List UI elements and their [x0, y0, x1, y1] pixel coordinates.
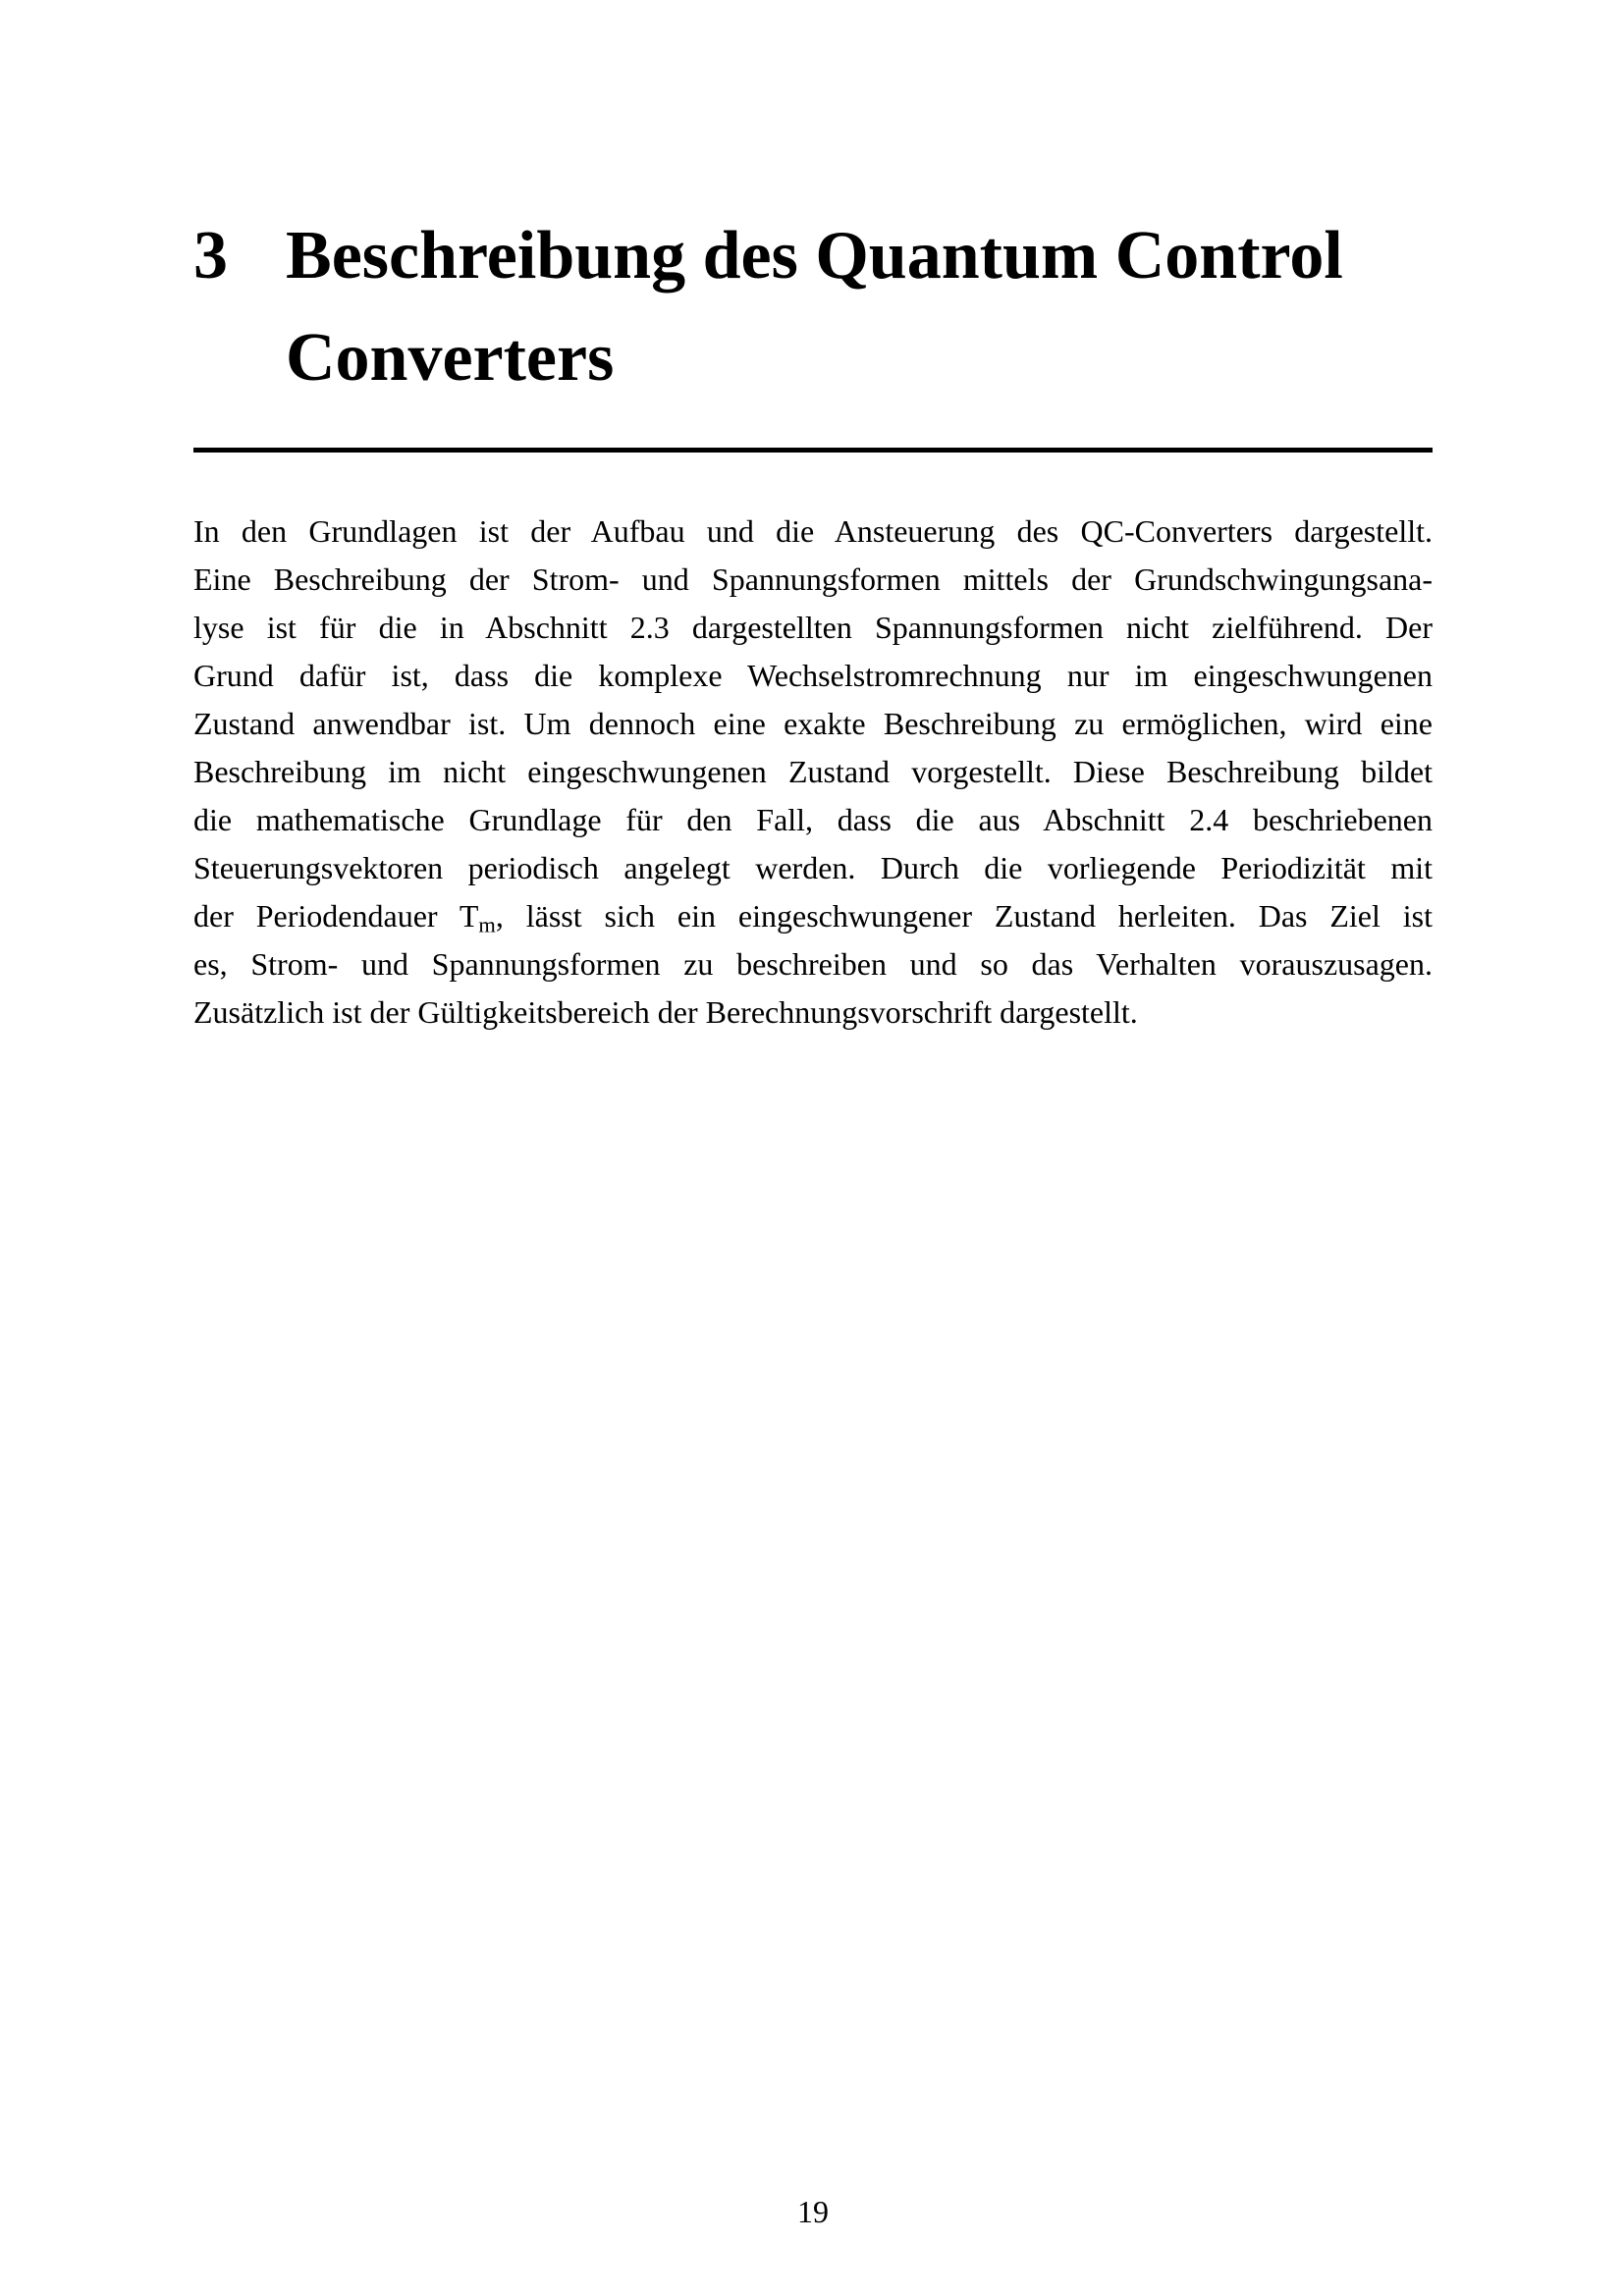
paragraph-line: es, Strom- und Spannungsformen zu beschreiben und so das Verhalten vorauszusagen. [193, 946, 1433, 982]
paragraph-line: Eine Beschreibung der Strom- und Spannungsformen mittels der Grundschwingungsana- [193, 561, 1433, 597]
paragraph-line: Grund dafür ist, dass die komplexe Wechselstromrechnung nur im eingeschwungenen [193, 658, 1433, 693]
chapter-heading-line1 [193, 205, 1433, 307]
subscript-m: m [478, 912, 496, 937]
paragraph-line: lyse ist für die in Abschnitt 2.3 dargestellten Spannungsformen nicht zielführend. Der [193, 610, 1433, 645]
paragraph-line: Zusätzlich ist der Gültigkeitsbereich der Berechnungsvorschrift dargestellt. [193, 994, 1138, 1030]
paragraph-line: Steuerungsvektoren periodisch angelegt werden. Durch die vorliegende Periodizität mit [193, 850, 1433, 885]
body-paragraph [193, 507, 1433, 1037]
paragraph-line: In den Grundlagen ist der Aufbau und die Ansteuerung des QC-Converters dargestellt. [193, 513, 1433, 549]
paragraph-line: Zustand anwendbar ist. Um dennoch eine exakte Beschreibung zu ermöglichen, wird eine [193, 706, 1433, 741]
page-number: 19 [797, 2194, 829, 2229]
chapter-number: 3 [193, 218, 228, 294]
paragraph-line: Beschreibung im nicht eingeschwungenen Zustand vorgestellt. Diese Beschreibung bildet [193, 754, 1433, 789]
chapter-title-rule [193, 448, 1433, 453]
paragraph-line: der Periodendauer $T_m$, lässt sich ein eingeschwungener Zustand herleiten. Das Ziel ist [193, 898, 1434, 937]
chapter-heading [193, 205, 1433, 409]
paragraph-line: die mathematische Grundlage für den Fall, dass die aus Abschnitt 2.4 beschriebenen [193, 802, 1433, 837]
chapter-title-line1: Beschreibung des Quantum Control [286, 218, 1343, 294]
chapter-title-line2: Converters [286, 320, 615, 396]
